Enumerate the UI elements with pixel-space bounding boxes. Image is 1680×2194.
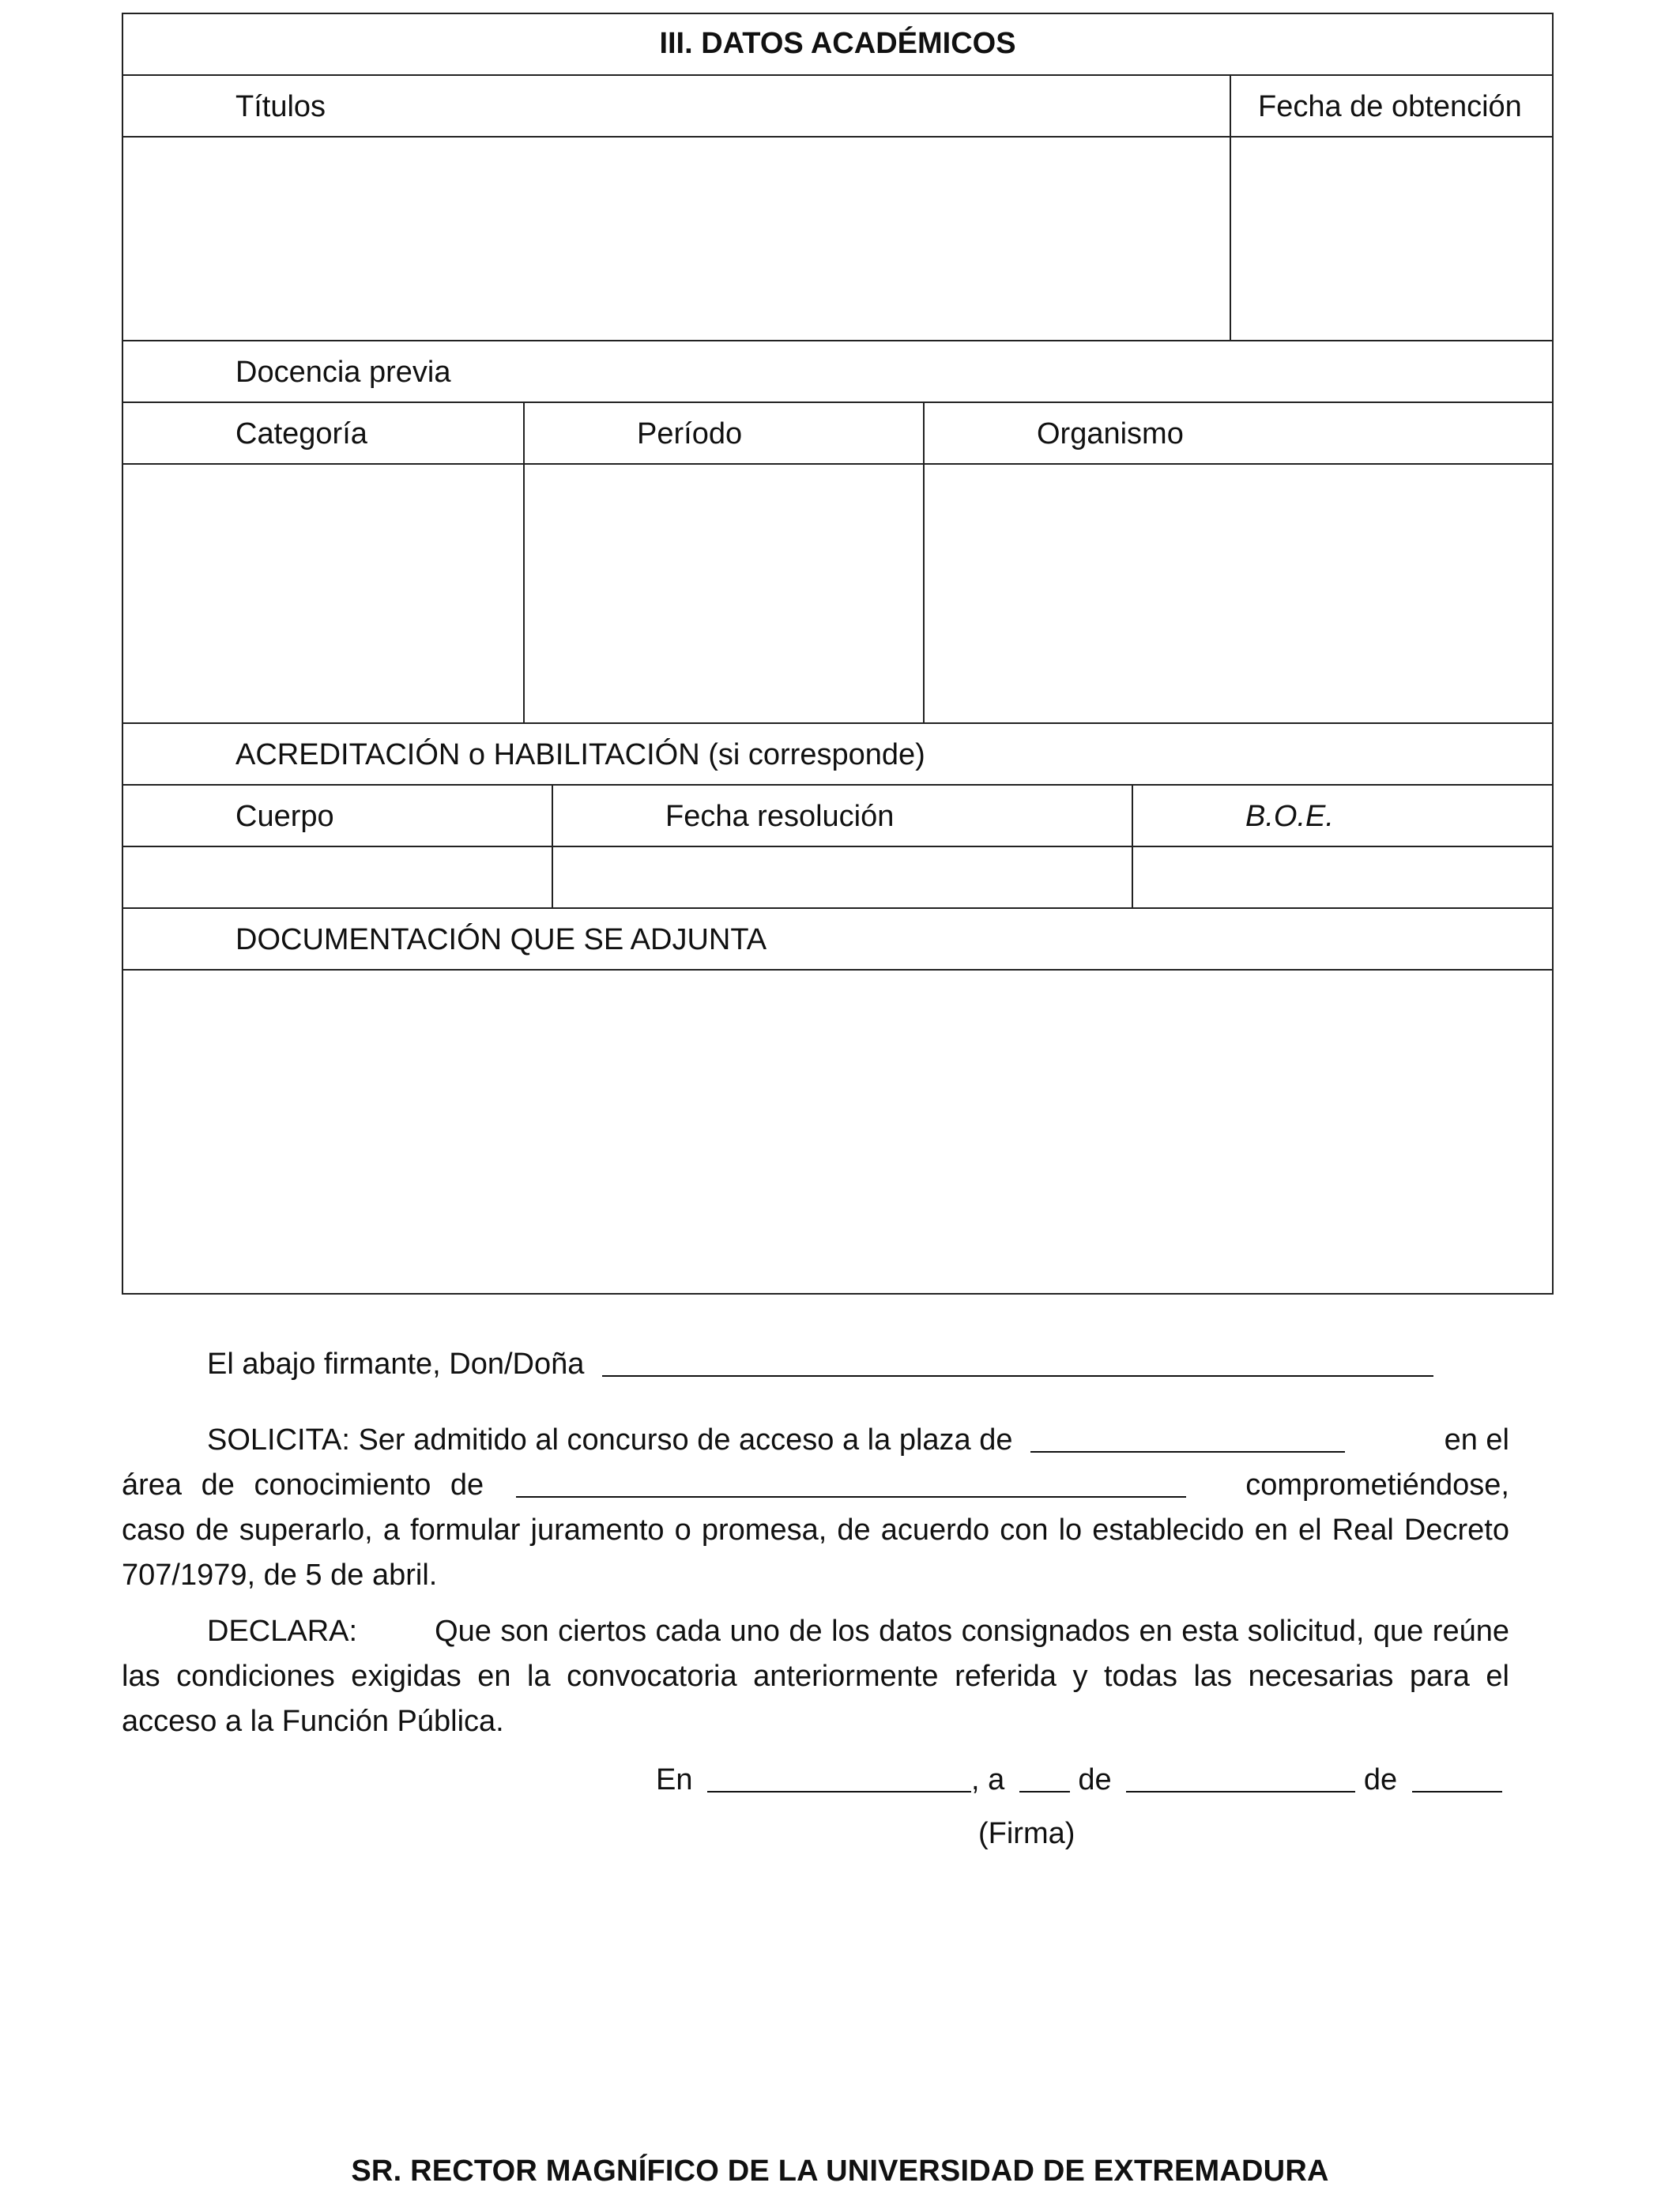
anio-blank[interactable] bbox=[1412, 1791, 1502, 1793]
firmante-label: El abajo firmante, Don/Doña bbox=[207, 1348, 585, 1381]
declaration-section bbox=[122, 1342, 1509, 1895]
categoria-entry-field[interactable] bbox=[123, 465, 523, 722]
documentacion-heading-cell bbox=[123, 909, 1552, 969]
acreditacion-heading-cell bbox=[123, 724, 1552, 784]
titulos-header-row bbox=[123, 76, 1552, 138]
documentacion-entry-row bbox=[123, 971, 1552, 1293]
lugar-de2-label: de bbox=[1363, 1763, 1398, 1796]
boe-header: B.O.E. bbox=[1245, 800, 1334, 833]
lugar-de1-label: de bbox=[1078, 1763, 1112, 1796]
periodo-header: Período bbox=[637, 417, 743, 450]
section-title: III. DATOS ACADÉMICOS bbox=[659, 27, 1016, 60]
solicita-text-4: comprometiéndose, bbox=[1245, 1468, 1509, 1502]
lugar-fecha-line bbox=[656, 1758, 1525, 1803]
titulos-header: Títulos bbox=[235, 90, 326, 123]
plaza-blank[interactable] bbox=[1030, 1451, 1345, 1453]
addressee-text: SR. RECTOR MAGNÍFICO DE LA UNIVERSIDAD DE EXTREMADURA bbox=[351, 2154, 1329, 2188]
addressee-footer bbox=[0, 2154, 1680, 2188]
docencia-heading-cell bbox=[123, 341, 1552, 401]
cuerpo-header-cell bbox=[123, 786, 552, 846]
firmante-line bbox=[122, 1342, 1509, 1387]
titulos-entry-field[interactable] bbox=[123, 138, 1230, 340]
solicita-line-1 bbox=[122, 1418, 1509, 1463]
boe-entry-field[interactable] bbox=[1132, 847, 1555, 907]
categoria-header: Categoría bbox=[235, 417, 367, 450]
organismo-header-cell bbox=[923, 403, 1555, 463]
firma-line bbox=[978, 1811, 1215, 1857]
academic-data-form bbox=[122, 13, 1554, 1295]
cuerpo-header: Cuerpo bbox=[235, 800, 334, 833]
solicita-line-3 bbox=[122, 1508, 1509, 1598]
documentacion-entry-field[interactable] bbox=[123, 971, 1552, 1293]
solicita-text-2: en el bbox=[1444, 1423, 1509, 1457]
cuerpo-entry-field[interactable] bbox=[123, 847, 552, 907]
organismo-header: Organismo bbox=[1037, 417, 1184, 450]
declara-label: DECLARA: bbox=[207, 1615, 358, 1648]
solicita-text-1: SOLICITA: Ser admitido al concurso de acceso a la plaza de bbox=[207, 1423, 1013, 1457]
docencia-heading: Docencia previa bbox=[235, 356, 451, 389]
fecha-resolucion-header-cell bbox=[552, 786, 1132, 846]
boe-header-cell bbox=[1132, 786, 1555, 846]
fecha-resolucion-entry-field[interactable] bbox=[552, 847, 1132, 907]
categoria-header-cell bbox=[123, 403, 523, 463]
docencia-header-row bbox=[123, 403, 1552, 465]
dia-blank[interactable] bbox=[1019, 1791, 1070, 1793]
acreditacion-header-row bbox=[123, 786, 1552, 847]
solicita-line-2 bbox=[122, 1463, 1509, 1508]
firmante-name-blank[interactable] bbox=[602, 1375, 1433, 1377]
documentacion-heading-row bbox=[123, 909, 1552, 971]
mes-blank[interactable] bbox=[1126, 1791, 1355, 1793]
fecha-obtencion-header-cell bbox=[1230, 76, 1555, 136]
declara-text: Que son ciertos cada uno de los datos consignados en esta solicitud, que reúne las condiciones exigidas en la convocatoria anteriormente referida y todas las necesarias para el acceso a la Función Pública. bbox=[122, 1615, 1509, 1738]
declara-paragraph bbox=[122, 1609, 1509, 1744]
section-title-row bbox=[123, 14, 1552, 76]
documentacion-heading: DOCUMENTACIÓN QUE SE ADJUNTA bbox=[235, 923, 767, 956]
area-conocimiento-blank[interactable] bbox=[516, 1496, 1186, 1498]
acreditacion-heading-row bbox=[123, 724, 1552, 786]
titulos-header-cell bbox=[123, 76, 1230, 136]
docencia-entry-row bbox=[123, 465, 1552, 724]
solicita-text-5: caso de superarlo, a formular juramento o promesa, de acuerdo con lo establecido en el Real Decreto 707/1979, de 5 de abril. bbox=[122, 1514, 1509, 1592]
lugar-a-label: , a bbox=[971, 1763, 1005, 1796]
organismo-entry-field[interactable] bbox=[923, 465, 1555, 722]
section-title-cell bbox=[123, 14, 1552, 74]
lugar-en-label: En bbox=[656, 1763, 693, 1796]
fecha-obtencion-entry-field[interactable] bbox=[1230, 138, 1555, 340]
titulos-entry-row bbox=[123, 138, 1552, 341]
periodo-header-cell bbox=[523, 403, 923, 463]
firma-label: (Firma) bbox=[978, 1817, 1075, 1850]
acreditacion-heading: ACREDITACIÓN o HABILITACIÓN (si corresponde) bbox=[235, 738, 925, 771]
periodo-entry-field[interactable] bbox=[523, 465, 923, 722]
acreditacion-entry-row bbox=[123, 847, 1552, 909]
solicita-text-3: área de conocimiento de bbox=[122, 1468, 484, 1502]
fecha-obtencion-header: Fecha de obtención bbox=[1258, 90, 1522, 123]
docencia-heading-row bbox=[123, 341, 1552, 403]
fecha-resolucion-header: Fecha resolución bbox=[665, 800, 895, 833]
lugar-blank[interactable] bbox=[707, 1791, 971, 1793]
